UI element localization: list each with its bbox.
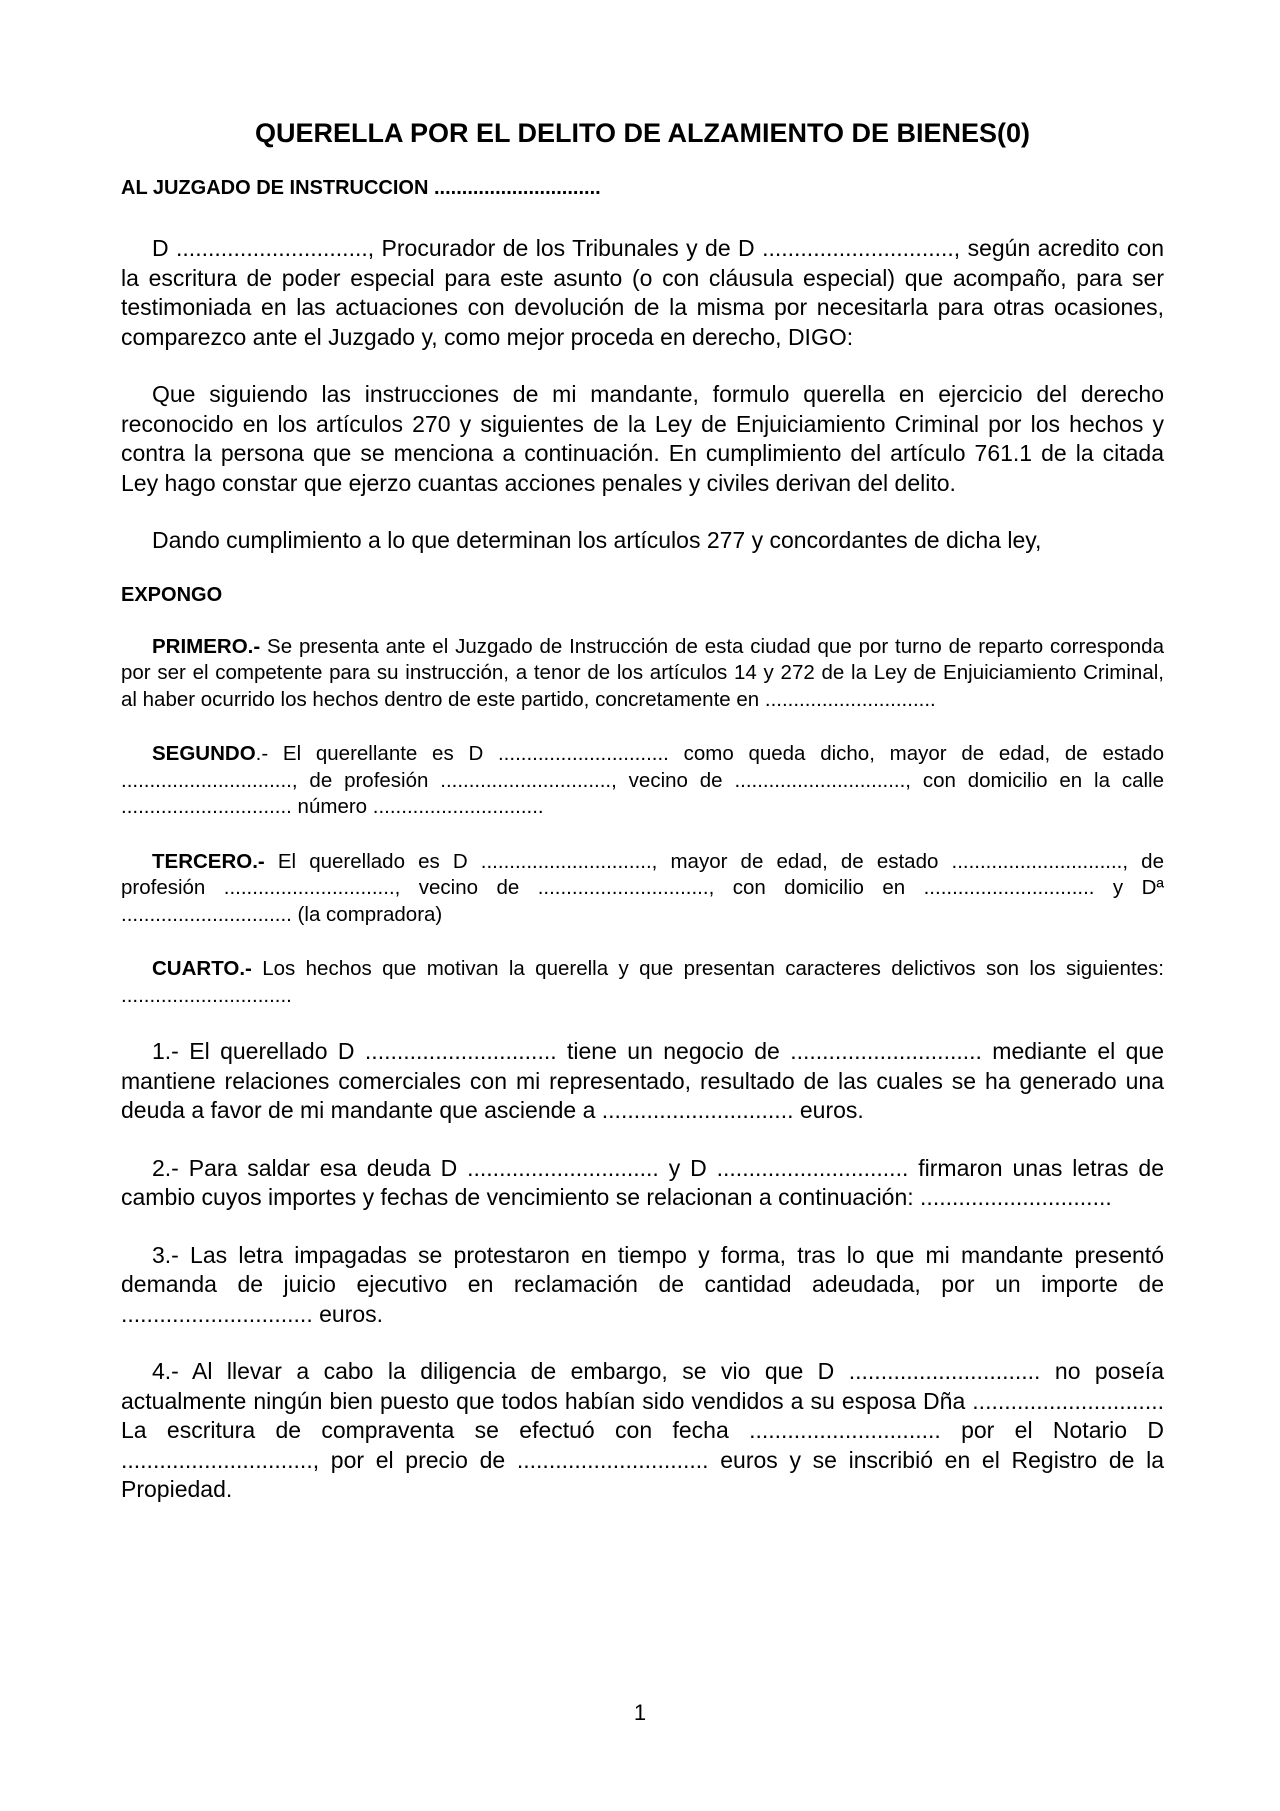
- section-cuarto: [121, 956, 1164, 1009]
- section-label: TERCERO.-: [152, 849, 265, 873]
- fact-paragraph: 1.- El querellado D .............................. tiene un negocio de .............................. mediante el que mantiene relaciones comerciales con mi representado, resultado de las cuales se ha generado una deuda a favor de mi mandante que asciende a .............................. euros.: [121, 1038, 1164, 1123]
- intro-paragraph: Que siguiendo las instrucciones de mi mandante, formulo querella en ejercicio del derecho reconocido en los artículos 270 y siguientes de la Ley de Enjuiciamiento Criminal por los hechos y contra la persona que se menciona a continuación. En cumplimiento del artículo 761.1 de la citada Ley hago constar que ejerzo cuantas acciones penales y civiles derivan del delito.: [121, 381, 1164, 496]
- fact-paragraph: 4.- Al llevar a cabo la diligencia de embargo, se vio que D .............................. no poseía actualmente ningún bien puesto que todos habían sido vendidos a su esposa Dña .............................. La escritura de compraventa se efectuó con fecha .............................. por el Notario D .............................., por el precio de .............................. euros y se inscribió en el Registro de la Propiedad.: [121, 1358, 1164, 1502]
- section-segundo: [121, 741, 1164, 821]
- intro-paragraph: Dando cumplimiento a lo que determinan los artículos 277 y concordantes de dicha ley,: [152, 527, 1042, 553]
- section-text: El querellado es D .............................., mayor de edad, de estado .............................., de profesión .............................., vecino de .............................., con domicilio en .............................. y Dª .............................. (la compradora): [121, 849, 1164, 926]
- page-number: 1: [633, 1700, 647, 1725]
- section-label: SEGUNDO: [152, 742, 256, 765]
- fact-paragraph: 3.- Las letra impagadas se protestaron en tiempo y forma, tras lo que mi mandante presentó demanda de juicio ejecutivo en reclamación de cantidad adeudada, por un importe de .............................. euros.: [121, 1241, 1164, 1327]
- section-text: Los hechos que motivan la querella y que presentan caracteres delictivos son los siguientes: ..............................: [121, 957, 1164, 1007]
- section-label: PRIMERO.-: [152, 634, 261, 658]
- fact-paragraph: 2.- Para saldar esa deuda D .............................. y D .............................. firmaron unas letras de cambio cuyos importes y fechas de vencimiento se relacionan a continuación: ..............................: [121, 1154, 1164, 1210]
- section-text: Se presenta ante el Juzgado de Instrucción de esta ciudad que por turno de reparto corresponda por ser el competente para su instrucción, a tenor de los artículos 14 y 272 de la Ley de Enjuiciamiento Criminal, al haber ocurrido los hechos dentro de este partido, concretamente en ..............................: [121, 634, 1164, 711]
- document-body: [121, 118, 1164, 1533]
- section-text: .- El querellante es D .............................. como queda dicho, mayor de edad, de estado .............................., de profesión .............................., vecino de .............................., con domicilio en la calle .............................. número ..............................: [121, 742, 1164, 818]
- court-addressee: AL JUZGADO DE INSTRUCCION ..............................: [121, 177, 601, 199]
- document-title: QUERELLA POR EL DELITO DE ALZAMIENTO DE BIENES(0): [254, 118, 1031, 148]
- section-tercero: [121, 849, 1164, 929]
- section-label: CUARTO.-: [152, 957, 252, 980]
- section-primero: [121, 634, 1164, 714]
- section-heading: EXPONGO: [121, 583, 223, 606]
- intro-paragraph: D .............................., Procurador de los Tribunales y de D .............................., según acredito con la escritura de poder especial para este asunto (o con cláusula especial) que acompaño, para ser testimoniada en las actuaciones con devolución de la misma por necesitarla para otras ocasiones, comparezco ante el Juzgado y, como mejor proceda en derecho, DIGO:: [121, 235, 1164, 350]
